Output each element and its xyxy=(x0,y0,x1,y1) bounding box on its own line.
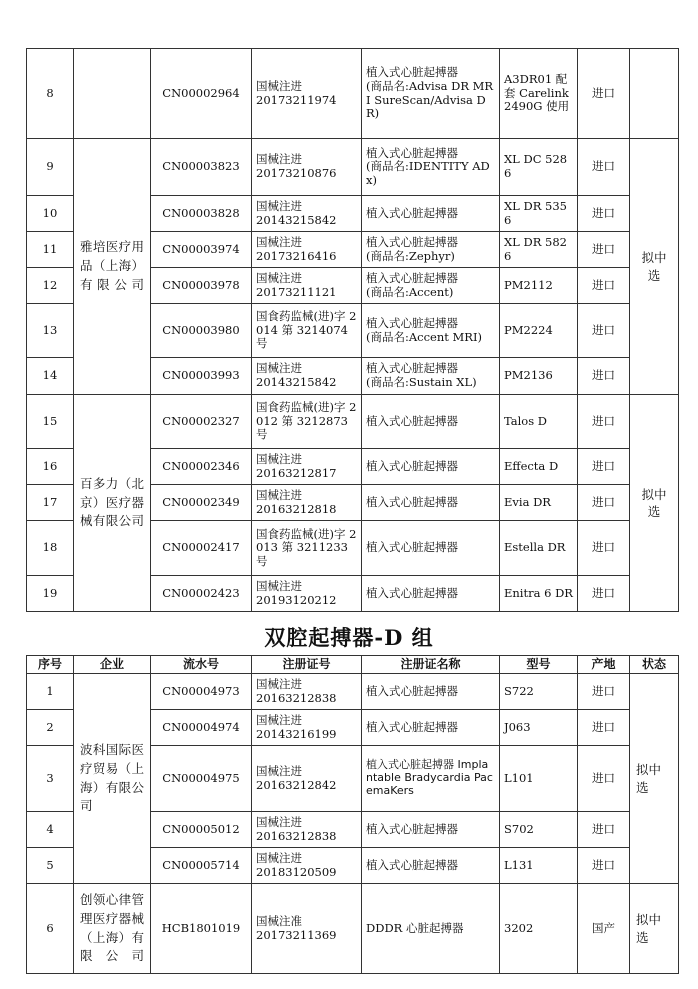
company-cell: 雅培医疗用品（上海）有限公司 xyxy=(74,139,151,395)
registration-cert: 国械注进 20163212842 xyxy=(252,746,362,812)
serial-number: CN00004973 xyxy=(151,674,252,710)
origin: 进口 xyxy=(578,710,630,746)
serial-number: CN00002327 xyxy=(151,395,252,449)
row-number: 2 xyxy=(27,710,74,746)
serial-number: CN00003828 xyxy=(151,196,252,232)
serial-number: CN00005012 xyxy=(151,812,252,848)
model: 3202 xyxy=(500,884,578,974)
serial-number: CN00005714 xyxy=(151,848,252,884)
status-cell xyxy=(630,49,679,139)
serial-number: CN00004974 xyxy=(151,710,252,746)
model: L101 xyxy=(500,746,578,812)
status-cell: 拟中选 xyxy=(630,139,679,395)
origin: 进口 xyxy=(578,449,630,485)
origin: 进口 xyxy=(578,485,630,521)
cert-name: 植入式心脏起搏器 xyxy=(362,485,500,521)
origin: 进口 xyxy=(578,848,630,884)
row-number: 18 xyxy=(27,521,74,576)
serial-number: CN00002964 xyxy=(151,49,252,139)
origin: 进口 xyxy=(578,674,630,710)
serial-number: CN00002417 xyxy=(151,521,252,576)
cert-name: DDDR 心脏起搏器 xyxy=(362,884,500,974)
model: Estella DR xyxy=(500,521,578,576)
row-number: 5 xyxy=(27,848,74,884)
pacemaker-table-continued xyxy=(26,48,679,612)
header-model: 型号 xyxy=(500,656,578,674)
registration-cert: 国械注进 20163212838 xyxy=(252,674,362,710)
cert-name: 植入式心脏起搏器 xyxy=(362,449,500,485)
registration-cert: 国械注进 20143215842 xyxy=(252,196,362,232)
row-number: 3 xyxy=(27,746,74,812)
cert-name: 植入式心脏起搏器 (商品名:Advisa DR MRI SureScan/Advisa DR) xyxy=(362,49,500,139)
serial-number: CN00004975 xyxy=(151,746,252,812)
row-number: 19 xyxy=(27,576,74,612)
header-row xyxy=(27,656,679,674)
model: S722 xyxy=(500,674,578,710)
header-serial: 流水号 xyxy=(151,656,252,674)
registration-cert: 国械注进 20173216416 xyxy=(252,232,362,268)
cert-name: 植入式心脏起搏器 xyxy=(362,674,500,710)
table-row xyxy=(27,49,679,139)
table-row xyxy=(27,674,679,710)
cert-name: 植入式心脏起搏器 (商品名:Zephyr) xyxy=(362,232,500,268)
model: XL DR 5826 xyxy=(500,232,578,268)
origin: 进口 xyxy=(578,49,630,139)
row-number: 17 xyxy=(27,485,74,521)
row-number: 13 xyxy=(27,304,74,358)
serial-number: CN00003978 xyxy=(151,268,252,304)
cert-name: 植入式心脏起搏器 xyxy=(362,521,500,576)
header-cert: 注册证号 xyxy=(252,656,362,674)
model: J063 xyxy=(500,710,578,746)
model: L131 xyxy=(500,848,578,884)
company-cell: 百多力（北京）医疗器械有限公司 xyxy=(74,395,151,612)
origin: 进口 xyxy=(578,196,630,232)
origin: 进口 xyxy=(578,358,630,395)
status-cell: 拟中选 xyxy=(630,395,679,612)
registration-cert: 国械注进 20173211974 xyxy=(252,49,362,139)
registration-cert: 国械注进 20163212817 xyxy=(252,449,362,485)
status-cell: 拟中选 xyxy=(630,674,679,884)
origin: 进口 xyxy=(578,521,630,576)
row-number: 12 xyxy=(27,268,74,304)
registration-cert: 国械注进 20173211121 xyxy=(252,268,362,304)
row-number: 8 xyxy=(27,49,74,139)
model: PM2224 xyxy=(500,304,578,358)
model: Talos D xyxy=(500,395,578,449)
table-row xyxy=(27,884,679,974)
table-row xyxy=(27,395,679,449)
header-origin: 产地 xyxy=(578,656,630,674)
model: XL DC 5286 xyxy=(500,139,578,196)
serial-number: CN00002349 xyxy=(151,485,252,521)
model: Effecta D xyxy=(500,449,578,485)
cert-name: 植入式心脏起搏器 Implantable Bradycardia PacemaKers xyxy=(362,746,500,812)
row-number: 15 xyxy=(27,395,74,449)
origin: 进口 xyxy=(578,395,630,449)
cert-name: 植入式心脏起搏器 xyxy=(362,196,500,232)
cert-name: 植入式心脏起搏器 xyxy=(362,576,500,612)
model: PM2136 xyxy=(500,358,578,395)
header-no: 序号 xyxy=(27,656,74,674)
cert-name: 植入式心脏起搏器 xyxy=(362,848,500,884)
header-company: 企业 xyxy=(74,656,151,674)
registration-cert: 国食药监械(进)字 2014 第 3214074 号 xyxy=(252,304,362,358)
cert-name: 植入式心脏起搏器 xyxy=(362,395,500,449)
row-number: 16 xyxy=(27,449,74,485)
row-number: 9 xyxy=(27,139,74,196)
model: PM2112 xyxy=(500,268,578,304)
origin: 进口 xyxy=(578,139,630,196)
model: A3DR01 配套 Carelink 2490G 使用 xyxy=(500,49,578,139)
registration-cert: 国械注进 20193120212 xyxy=(252,576,362,612)
serial-number: HCB1801019 xyxy=(151,884,252,974)
origin: 进口 xyxy=(578,812,630,848)
row-number: 1 xyxy=(27,674,74,710)
serial-number: CN00002423 xyxy=(151,576,252,612)
company-cell: 创领心律管理医疗器械（上海）有限公司 xyxy=(74,884,151,974)
cert-name: 植入式心脏起搏器 (商品名:IDENTITY ADx) xyxy=(362,139,500,196)
model: XL DR 5356 xyxy=(500,196,578,232)
row-number: 4 xyxy=(27,812,74,848)
serial-number: CN00003974 xyxy=(151,232,252,268)
row-number: 14 xyxy=(27,358,74,395)
cert-name: 植入式心脏起搏器 xyxy=(362,812,500,848)
registration-cert: 国食药监械(进)字 2013 第 3211233 号 xyxy=(252,521,362,576)
origin: 国产 xyxy=(578,884,630,974)
registration-cert: 国械注进 20173210876 xyxy=(252,139,362,196)
registration-cert: 国械注进 20143216199 xyxy=(252,710,362,746)
cert-name: 植入式心脏起搏器 xyxy=(362,710,500,746)
registration-cert: 国械注进 20163212818 xyxy=(252,485,362,521)
company-cell: 波科国际医疗贸易（上海）有限公司 xyxy=(74,674,151,884)
registration-cert: 国械注进 20183120509 xyxy=(252,848,362,884)
company-cell xyxy=(74,49,151,139)
origin: 进口 xyxy=(578,746,630,812)
serial-number: CN00003980 xyxy=(151,304,252,358)
row-number: 11 xyxy=(27,232,74,268)
row-number: 10 xyxy=(27,196,74,232)
origin: 进口 xyxy=(578,268,630,304)
cert-name: 植入式心脏起搏器 (商品名:Accent MRI) xyxy=(362,304,500,358)
model: S702 xyxy=(500,812,578,848)
serial-number: CN00002346 xyxy=(151,449,252,485)
registration-cert: 国械注准 20173211369 xyxy=(252,884,362,974)
registration-cert: 国械注进 20163212838 xyxy=(252,812,362,848)
header-status: 状态 xyxy=(630,656,679,674)
section-title: 双腔起搏器-D 组 xyxy=(264,625,434,650)
registration-cert: 国食药监械(进)字 2012 第 3212873 号 xyxy=(252,395,362,449)
table-row xyxy=(27,139,679,196)
cert-name: 植入式心脏起搏器 (商品名:Accent) xyxy=(362,268,500,304)
serial-number: CN00003993 xyxy=(151,358,252,395)
origin: 进口 xyxy=(578,232,630,268)
row-number: 6 xyxy=(27,884,74,974)
registration-cert: 国械注进 20143215842 xyxy=(252,358,362,395)
origin: 进口 xyxy=(578,576,630,612)
origin: 进口 xyxy=(578,304,630,358)
cert-name: 植入式心脏起搏器 (商品名:Sustain XL) xyxy=(362,358,500,395)
model: Enitra 6 DR xyxy=(500,576,578,612)
model: Evia DR xyxy=(500,485,578,521)
status-cell: 拟中选 xyxy=(630,884,679,974)
header-cert-name: 注册证名称 xyxy=(362,656,500,674)
serial-number: CN00003823 xyxy=(151,139,252,196)
dual-chamber-pacemaker-d-table xyxy=(26,655,679,974)
